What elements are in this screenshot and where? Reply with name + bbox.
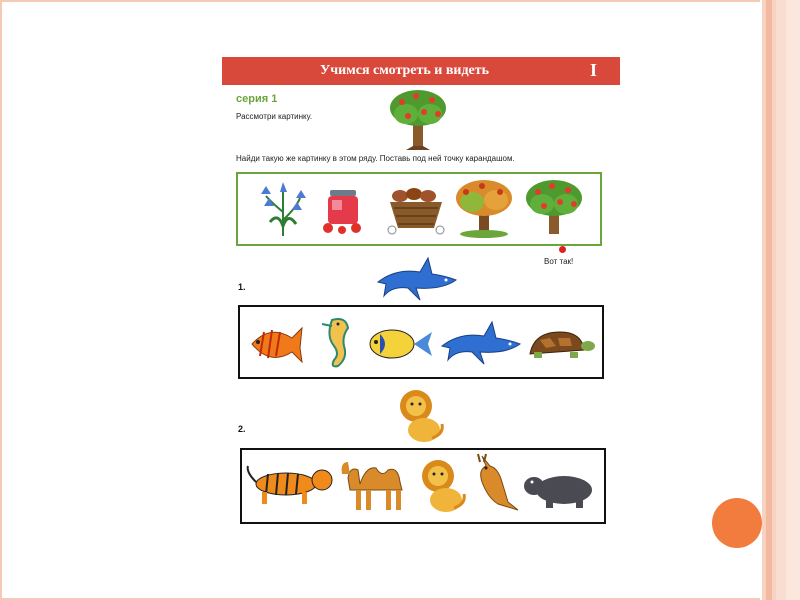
task-1-number: 1. <box>238 282 246 292</box>
example-note: Вот так! <box>544 257 574 266</box>
tree-icon <box>452 178 516 238</box>
instruction-look: Рассмотри картинку. <box>236 112 313 121</box>
kangaroo-icon <box>468 452 528 514</box>
hippo-icon <box>524 470 596 508</box>
slide-border-top <box>0 0 760 2</box>
sample-lion-icon <box>398 388 446 444</box>
camel-icon <box>336 454 416 512</box>
seahorse-icon <box>318 314 358 372</box>
orange-circle-decoration <box>712 498 762 548</box>
lion-icon <box>420 458 468 514</box>
decor-strip <box>786 0 800 600</box>
header-title: Учимся смотреть и видеть <box>320 63 490 78</box>
task-2-number: 2. <box>238 424 246 434</box>
series-label: серия 1 <box>236 93 278 105</box>
header-number: I <box>590 60 598 80</box>
striped-fish-icon <box>246 322 304 364</box>
apple-tree-icon <box>522 178 586 238</box>
turtle-icon <box>526 328 596 362</box>
instruction-find: Найди такую же картинку в этом ряду. Поставь под ней точку карандашом. <box>236 154 515 163</box>
bluebell-flowers-icon <box>256 182 310 236</box>
decor-strip <box>776 0 786 600</box>
tiger-icon <box>246 466 336 506</box>
answer-dot-marker <box>559 246 566 253</box>
worksheet-header <box>222 57 620 85</box>
shark-icon <box>440 320 522 366</box>
basket-of-mushrooms-icon <box>386 186 446 234</box>
sample-tree-icon <box>386 88 450 150</box>
slide-border-left <box>0 0 2 600</box>
jam-jar-icon <box>320 188 366 234</box>
sample-shark-icon <box>376 256 458 304</box>
tropical-fish-icon <box>366 326 436 362</box>
